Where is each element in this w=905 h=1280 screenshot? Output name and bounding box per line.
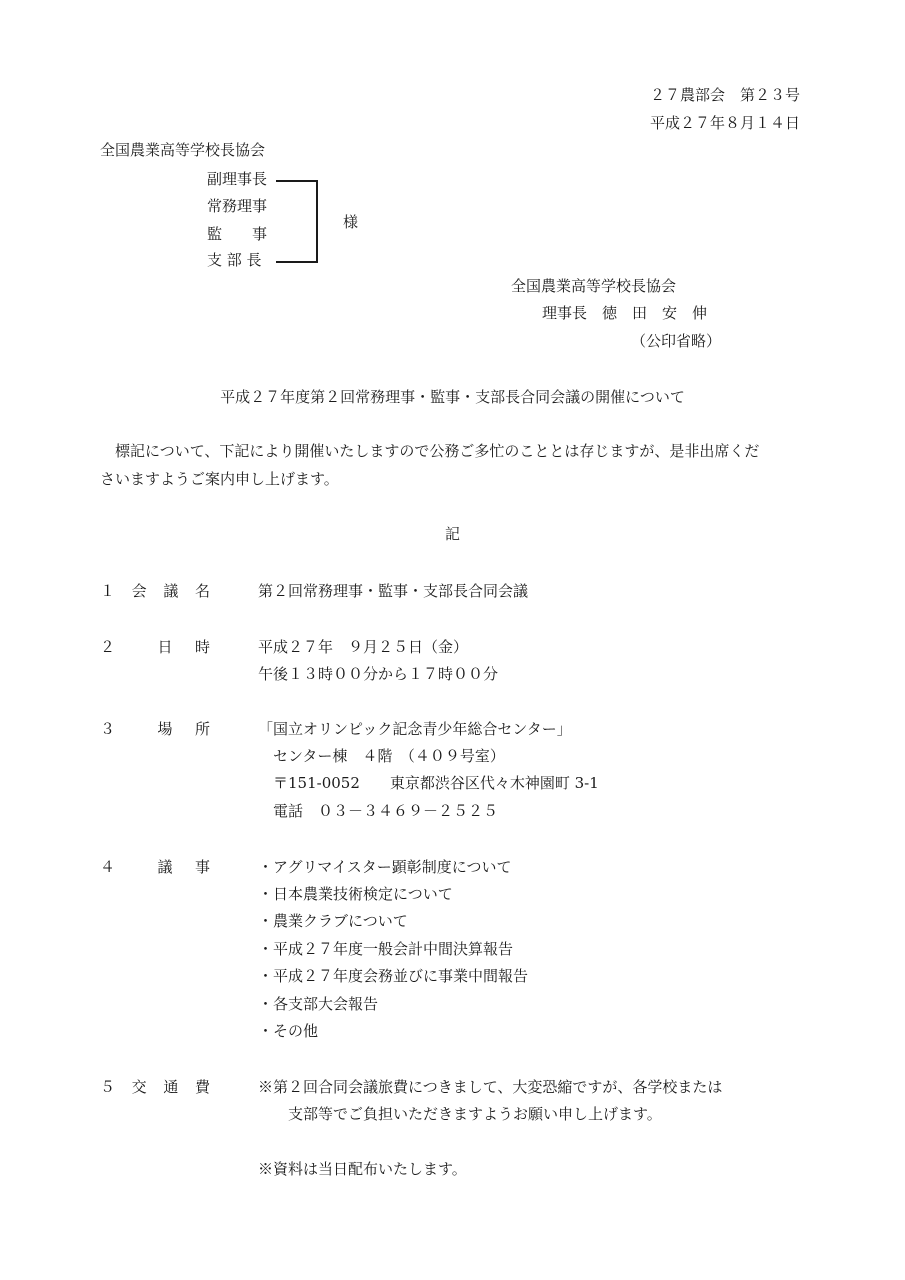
recipient-org: 全国農業高等学校長協会: [100, 141, 266, 159]
item-2-label: ２ 日 時: [100, 638, 210, 656]
item-2-line-1: 平成２７年 ９月２５日（金）: [258, 638, 469, 656]
item-4-line-3: ・農業クラブについて: [258, 912, 408, 930]
recipient-role-executive-director: 常務理事: [207, 197, 268, 215]
ki-heading: 記: [444, 525, 460, 543]
item-4-label: ４ 議 事: [100, 858, 210, 876]
sender-org: 全国農業高等学校長協会: [511, 277, 677, 295]
body-line-2: さいますようご案内申し上げます。: [100, 470, 339, 488]
item-3-line-4: 電話 ０３－３４６９－２５２５: [258, 802, 499, 820]
item-5-line-2: 支部等でご負担いただきますようお願い申し上げます。: [258, 1105, 662, 1123]
document-title: 平成２７年度第２回常務理事・監事・支部長合同会議の開催について: [220, 388, 685, 406]
item-2-line-2: 午後１３時００分から１７時００分: [258, 665, 499, 683]
document-number: ２７農部会 第２３号: [649, 86, 800, 104]
item-3-line-1: 「国立オリンピック記念青少年総合センター」: [258, 720, 572, 738]
item-5-number: ５: [100, 1078, 116, 1096]
recipient-honorific: 様: [343, 213, 359, 231]
item-4-line-7: ・その他: [258, 1022, 319, 1040]
item-4-line-2: ・日本農業技術検定について: [258, 885, 453, 903]
item-4-line-1: ・アグリマイスター顕彰制度について: [258, 858, 512, 876]
item-4-line-5: ・平成２７年度会務並びに事業中間報告: [258, 967, 529, 985]
body-line-1: 標記について、下記により開催いたしますので公務ご多忙のこととは存じますが、是非出席くだ: [100, 442, 760, 460]
item-3-label: ３ 場 所: [100, 720, 210, 738]
item-4-number: ４: [100, 858, 116, 876]
item-2-number: ２: [100, 638, 116, 656]
item-1-value: 第２回常務理事・監事・支部長合同会議: [258, 582, 529, 600]
sender-name: 理事長 徳 田 安 伸: [542, 304, 708, 322]
document-date: 平成２７年８月１４日: [649, 114, 800, 132]
item-1-label: １ 会 議 名: [100, 582, 210, 600]
item-5-label: ５ 交 通 費: [100, 1078, 210, 1096]
item-4-line-6: ・各支部大会報告: [258, 995, 379, 1013]
recipient-role-branch-head: 支 部 長: [207, 251, 262, 269]
item-4-line-4: ・平成２７年度一般会計中間決算報告: [258, 940, 514, 958]
recipient-role-auditor: 監 事: [207, 225, 268, 243]
recipient-role-vice-chair: 副理事長: [207, 170, 268, 188]
item-3-number: ３: [100, 720, 116, 738]
item-5-line-1: ※第２回合同会議旅費につきまして、大変恐縮ですが、各学校または: [258, 1078, 723, 1096]
item-3-line-3: 〒151-0052 東京都渋谷区代々木神園町 3-1: [258, 774, 599, 792]
item-3-line-2: センター棟 ４階 （４０９号室）: [258, 747, 505, 765]
seal-omitted-note: （公印省略）: [631, 332, 722, 350]
item-1-number: １: [100, 582, 116, 600]
footnote: ※資料は当日配布いたします。: [258, 1160, 467, 1178]
